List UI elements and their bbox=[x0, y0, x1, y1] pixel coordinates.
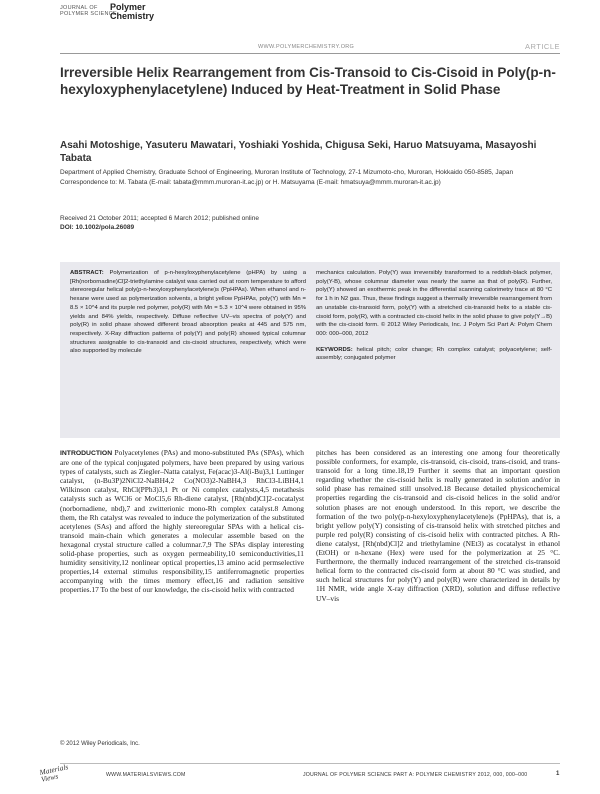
body-left-column bbox=[60, 448, 304, 595]
footer-url[interactable]: WWW.MATERIALSVIEWS.COM bbox=[106, 772, 186, 778]
materials-views-logo: Materials Views bbox=[38, 762, 70, 784]
introduction-heading: INTRODUCTION bbox=[60, 450, 113, 457]
publication-dates bbox=[60, 214, 560, 232]
correspondence: Correspondence to: M. Tabata (E-mail: tabata@mmm.muroran-it.ac.jp) or H. Matsuyama (E-mail: hmatsuya@mmm.muroran-it.ac.jp) bbox=[60, 178, 441, 186]
footer-journal-citation: JOURNAL OF POLYMER SCIENCE PART A: POLYMER CHEMISTRY 2012, 000, 000–000 bbox=[303, 772, 528, 778]
paper-title: Irreversible Helix Rearrangement from Cis-Transoid to Cis-Cisoid in Poly(p-n-hexyloxyphenylacetylene) Induced by Heat-Treatment in Solid Phase bbox=[60, 65, 556, 97]
abstract-left-column bbox=[70, 269, 306, 356]
abstract-right-column bbox=[316, 269, 552, 363]
doi[interactable]: DOI: 10.1002/pola.26089 bbox=[60, 224, 135, 231]
abstract-text-right: mechanics calculation. Poly(Y) was irreversibly transformed to a reddish-black polymer, poly(Y-B), whose columnar diameter was nearly the same as that of poly(R). Further, poly(Y) showed an exothermic peak in the differential scanning calorimetry trace at 80 °C for 1 h in N2 gas. Thus, these findings suggest a thermally irreversible rearrangement from an unstable cis-transoid form, poly(Y) with a stretched cis-transoid helix to a stable cis-cisoid form, poly(R), with a contracted cis-cisoid helix in the solid phase to give poly(Y→B) with the cis-cisoid form. © 2012 Wiley Periodicals, Inc. J Polym Sci Part A: Polym Chem 000: 000–000, 2012 bbox=[316, 270, 552, 337]
abstract-label: ABSTRACT: bbox=[70, 270, 104, 276]
journal-name-small: JOURNAL OF POLYMER SCIENCE bbox=[60, 5, 117, 17]
affiliation: Department of Applied Chemistry, Graduate School of Engineering, Muroran Institute of Technology, 27-1 Mizumoto-cho, Muroran, Hokkaido 050-8585, Japan bbox=[60, 169, 514, 176]
footer-rule bbox=[60, 763, 560, 764]
keywords-text: helical pitch; color change; Rh complex catalyst; polyacetylene; self-assembly; conjugated polymer bbox=[316, 346, 552, 362]
body-right-column bbox=[316, 448, 560, 603]
journal-site-url[interactable]: WWW.POLYMERCHEMISTRY.ORG bbox=[258, 44, 355, 50]
keywords-label: KEYWORDS: bbox=[316, 346, 353, 353]
affiliation-block bbox=[60, 168, 560, 187]
page-number: 1 bbox=[556, 771, 560, 777]
author-list: Asahi Motoshige, Yasuteru Mawatari, Yoshiaki Yoshida, Chigusa Seki, Haruo Matsuyama, Masayoshi Tabata bbox=[60, 140, 537, 164]
introduction-text: Polyacetylenes (PAs) and mono-substituted PAs (SPAs), which are one of the typical conjugated polymers, have been prepared by using various types of catalysts, such as Ziegler–Natta catalyst, Fe(acac)3-Al(i-Bu)3,1 Luttinger catalyst, (n-Bu3P)2NiCl2-NaBH4,2 Co(NO3)2-NaBH4,3 RhCl3-LiBH4,1 Wilkinson catalyst, RhCl(PPh3)3,1 Pt or Ni complex catalysts,4,5 metathesis catalysts such as WCl6 or MoCl5,6 Rh-diene catalyst, [Rh(nbd)Cl]2-cocatalyst (norbornadiene, nbd),7 and zwitterionic mono-Rh complex catalyst.8 Among them, the Rh catalyst was revealed to induce the polymerization of the substituted acetylenes (SAs) and afford the highly stereoregular SPAs with a helical cis-transoid main-chain which generates a molecular assemble based on the hexagonal crystal structure called a columnar.7,9 The SPAs display interesting solid-phase properties, such as oxygen permeability,10 semiconductivities,11 humidity sensitivity,12 nonlinear optical properties,13 amino acid permselective properties,14 external stimulus responsibility,15 antiferromagnetic properties accompanying with the times memory effect,16 and radiation sensitive properties.17 To the best of our knowledge, the cis-cisoid helix with contracted bbox=[60, 448, 304, 595]
abstract-text-left: Polymerization of p-n-hexyloxyphenylacetylene (pHPA) by using a [Rh(norbornadine)Cl]2-triethylamine catalyst was carried out at room temperature to afford stereoregular helical poly(p-n-hexyloxyphenylacetylene)s (PpHPAs). When ethanol and n-hexane were used as polymerization solvents, a bright yellow PpHPAs, poly(Y) with Mn = 8.5 × 10^4 and its purple red polymer, poly(R) with Mn = 5.3 × 10^4 were obtained in 95% yields and 84% yields, respectively. Diffuse reflective UV–vis spectra of poly(Y) and poly(R) in solid phase showed different broad absorption peaks at 445 and 575 nm, respectively. X-Ray diffraction patterns of poly(Y) and poly(R) showed typical columnar structures assignable to cis-transoid and cis-cisoid structures, respectively, which were also supported by molecule bbox=[70, 270, 306, 355]
journal-logo: Polymer Chemistry bbox=[110, 2, 155, 21]
article-type-label: ARTICLE bbox=[524, 42, 560, 51]
keywords bbox=[316, 346, 552, 363]
copyright-notice: © 2012 Wiley Periodicals, Inc. bbox=[60, 741, 140, 747]
header-rule bbox=[60, 53, 560, 54]
introduction-text-continued: pitches has been considered as an interesting one among four theoretically possible conformers, for example, cis-transoid, cis-cisoid, trans-cisoid, and trans-transoid for a long time.18,19 Further it seems that an important question regarding whether the cis-cisoid helix is really generated in solution and/or in solid phase has remained still unsolved.18 Because detailed physicochemical properties regarding the cis-transoid and cis-cisoid helices in the solid and/or solution phases are not enough understood. In this report, we describe the formation of the two poly(p-n-hexyloxyphenylacetylene)s (PpHPAs), that is, a bright yellow poly(Y) consisting of cis-transoid helix with stretched pitches and purple red poly(R) consisting of cis-cisoid helix with contracted pitches. A Rh-diene catalyst, [Rh(nbd)Cl]2 and triethylamine (NEt3) as cocatalyst in ethanol (EtOH) or n-hexane (Hex) were used for the polymerization at 25 °C. Furthermore, the thermally induced rearrangement of the stretched cis-transoid helical form to the contracted cis-cisoid form at about 80 °C was studied, and such helical structures for poly(Y) and poly(R) were characterized in details by 1H NMR, wide angle X-ray diffraction (XRD), solution and diffuse reflective UV–vis bbox=[316, 448, 560, 603]
received-dates: Received 21 October 2011; accepted 6 March 2012; published online bbox=[60, 215, 259, 222]
